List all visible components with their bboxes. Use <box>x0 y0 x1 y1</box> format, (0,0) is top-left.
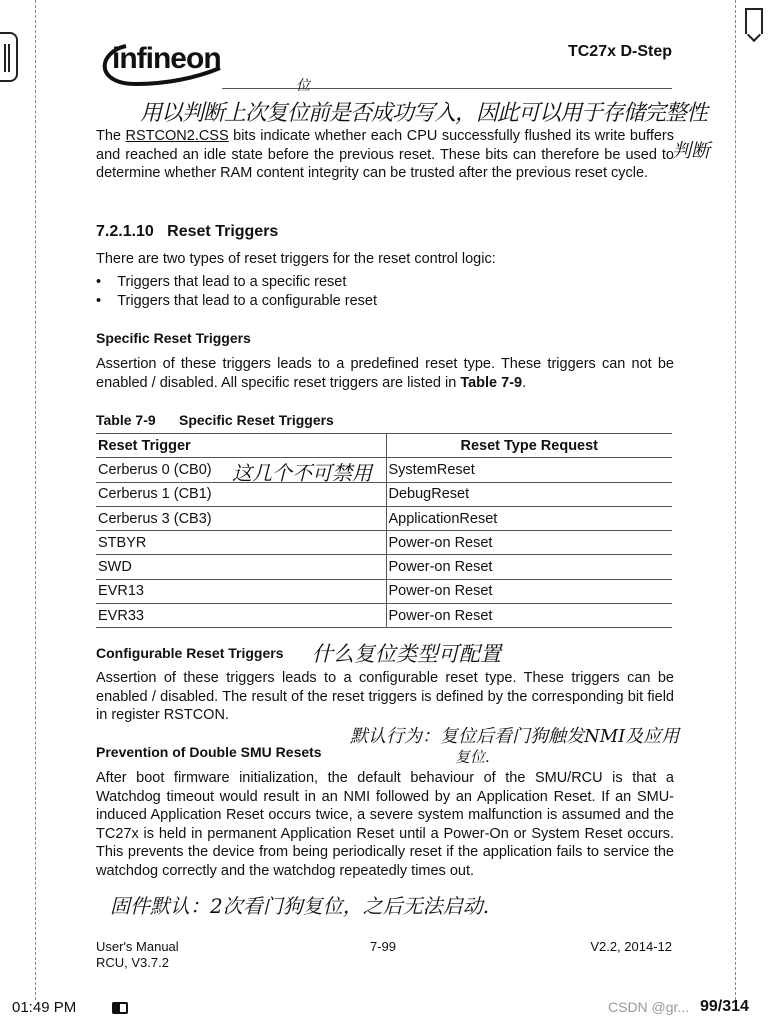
table-row <box>96 555 672 579</box>
bullet-item: • Triggers that lead to a specific reset <box>96 274 347 290</box>
table-row <box>96 458 672 482</box>
footer-version: V2.2, 2014-12 <box>590 939 672 954</box>
table-ref-link[interactable]: Table 7-9 <box>460 374 523 391</box>
annotation-1b: 判断 <box>672 140 711 162</box>
footer-page: 7-99 <box>370 939 397 954</box>
menu-handle-button[interactable] <box>0 32 18 82</box>
annotation-1: 用以判断上次复位前是否成功写入，因此可以用于存储完整性 <box>140 101 708 126</box>
bullet-list <box>96 273 377 310</box>
reset-trigger-cell: STBYR <box>96 531 386 555</box>
header-rule <box>222 88 672 89</box>
reset-trigger-cell: Cerberus 3 (CB3) <box>96 506 386 530</box>
infineon-logo: infineon <box>96 40 221 90</box>
table-row <box>96 531 672 555</box>
status-time: 01:49 PM <box>12 999 77 1016</box>
reset-trigger-cell: EVR33 <box>96 604 386 628</box>
table-caption: Table 7-9 Specific Reset Triggers <box>96 412 334 428</box>
annotation-2: 这几个不可禁用 <box>232 461 372 485</box>
page-counter[interactable]: 99/314 <box>700 998 749 1015</box>
intro-paragraph: The RSTCON2.CSS bits indicate whether each CPU successfully flushed its write buffers and reached an idle state before the previous reset. These bits can therefore be used to determine whether RAM content integrity can be trusted after the previous reset cycle. <box>96 128 674 181</box>
table-row <box>96 579 672 603</box>
reset-type-cell: Power-on Reset <box>386 531 672 555</box>
annotation-3: 什么复位类型可配置 <box>312 642 501 666</box>
reset-type-cell: SystemReset <box>386 458 672 482</box>
left-margin-line <box>35 0 36 1000</box>
reset-type-cell: Power-on Reset <box>386 555 672 579</box>
section-heading: 7.2.1.10 Reset Triggers <box>96 223 279 240</box>
watermark: CSDN @gr... <box>608 999 690 1015</box>
reset-trigger-cell: Cerberus 0 (CB0) <box>96 458 386 482</box>
battery-icon <box>112 1002 128 1014</box>
bookmark-icon[interactable] <box>745 8 763 34</box>
reset-trigger-cell: EVR13 <box>96 579 386 603</box>
annotation-4b: 复位. <box>455 748 490 766</box>
reset-type-cell: Power-on Reset <box>386 579 672 603</box>
configurable-paragraph: Assertion of these triggers leads to a configurable reset type. These triggers can be enabled / disabled. The result of the reset triggers is defined by the corresponding bit field in register RSTCON. <box>96 670 674 723</box>
header-reset-trigger: Reset Trigger <box>96 434 386 458</box>
reset-trigger-table <box>96 433 672 628</box>
table-row <box>96 506 672 530</box>
prevention-heading: Prevention of Double SMU Resets <box>96 744 322 760</box>
table-row <box>96 482 672 506</box>
prevention-paragraph: After boot firmware initialization, the default behaviour of the SMU/RCU is that a Watchdog timeout would result in an NMI followed by an Application Reset. If an SMU-induced Application Reset occurs twice, a severe system malfunction is assumed and the TC27x is held in permanent Application Reset until a Power-On or System Reset occurs. This prevents the device from being periodically reset if the application fails to service the watchdog correctly and the watchdog repeatedly times out. <box>96 770 674 879</box>
configurable-heading: Configurable Reset Triggers <box>96 645 284 661</box>
doc-title: TC27x D-Step <box>567 43 672 60</box>
reset-trigger-cell: SWD <box>96 555 386 579</box>
menu-icon <box>4 44 10 72</box>
annotation-4: 默认行为：复位后看门狗触发NMI及应用 <box>350 726 680 747</box>
bullet-item: • Triggers that lead to a configurable reset <box>96 292 378 309</box>
annotation-5: 固件默认：2次看门狗复位，之后无法启动. <box>110 894 490 918</box>
reset-trigger-cell: Cerberus 1 (CB1) <box>96 482 386 506</box>
rstcon2-link[interactable]: RSTCON2.CSS <box>125 128 229 144</box>
reset-type-cell: ApplicationReset <box>386 506 672 530</box>
section-lead: There are two types of reset triggers for the reset control logic: <box>96 251 496 267</box>
footer-left: User's Manual RCU, V3.7.2 <box>96 939 179 970</box>
specific-paragraph: Assertion of these triggers leads to a predefined reset type. These triggers can not be enabled / disabled. All specific reset triggers are listed in Table 7-9. <box>96 356 674 391</box>
right-margin-line <box>735 0 736 1000</box>
annotation-1c: 位 <box>296 78 310 94</box>
reset-type-cell: Power-on Reset <box>386 604 672 628</box>
table-row <box>96 604 672 628</box>
header-reset-type: Reset Type Request <box>386 434 672 458</box>
reset-type-cell: DebugReset <box>386 482 672 506</box>
specific-heading: Specific Reset Triggers <box>96 330 251 346</box>
